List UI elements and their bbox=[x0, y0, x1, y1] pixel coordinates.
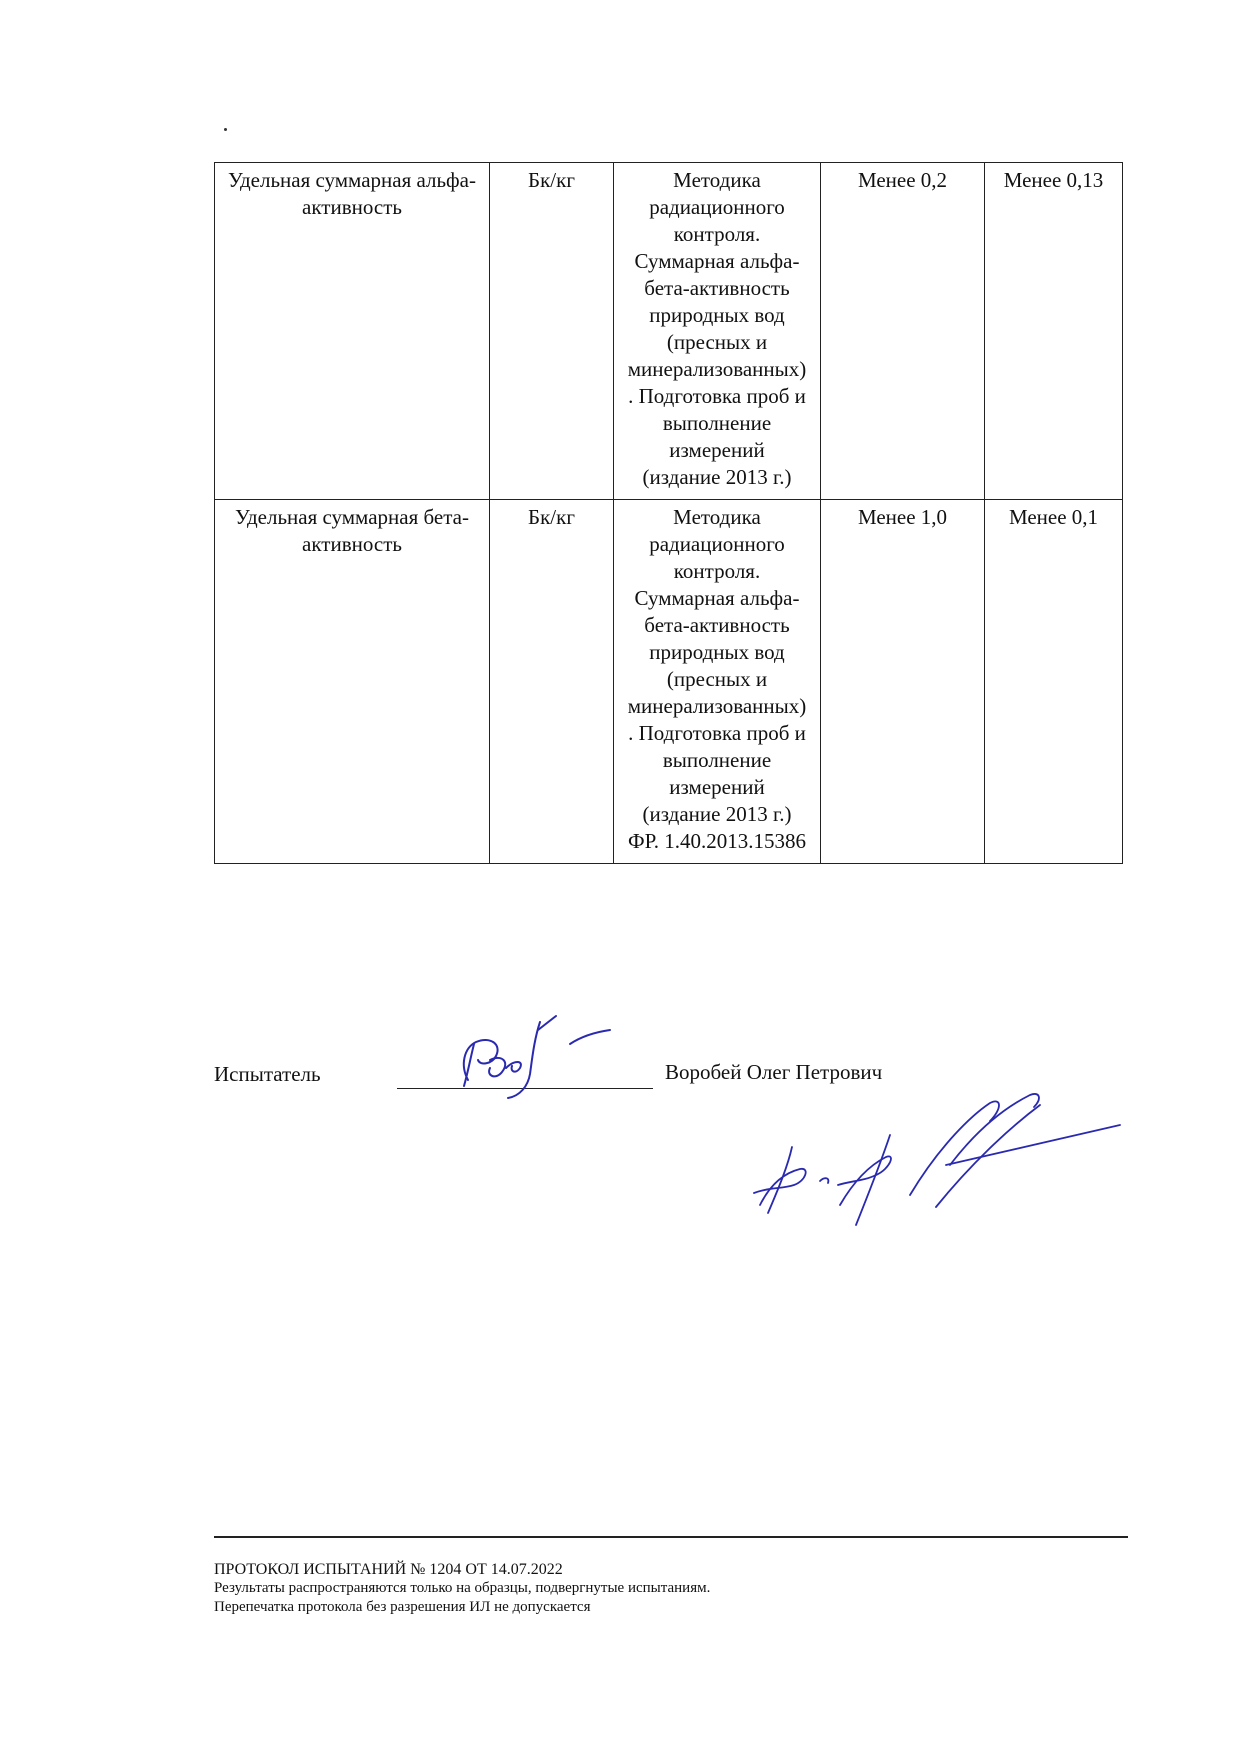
method-line: Методика bbox=[673, 168, 761, 192]
handwritten-signature-tester bbox=[450, 1010, 640, 1110]
scan-speck bbox=[224, 128, 227, 131]
result-cell: Менее 0,2 bbox=[821, 163, 985, 500]
method-line: природных вод bbox=[649, 640, 785, 664]
method-line: контроля. bbox=[673, 222, 761, 246]
handwritten-signature-approver bbox=[740, 1085, 1130, 1235]
method-cell bbox=[614, 500, 821, 864]
footer-divider bbox=[214, 1536, 1128, 1538]
norm-cell: Менее 0,1 bbox=[985, 500, 1123, 864]
footer bbox=[214, 1560, 710, 1617]
method-line: выполнение bbox=[662, 411, 772, 435]
method-line: Суммарная альфа- bbox=[634, 249, 800, 273]
footer-protocol-title: ПРОТОКОЛ ИСПЫТАНИЙ № 1204 ОТ 14.07.2022 bbox=[214, 1561, 563, 1578]
table-row bbox=[215, 163, 1123, 500]
method-line: . Подготовка проб и bbox=[628, 384, 806, 408]
method-line: . Подготовка проб и bbox=[628, 721, 806, 745]
results-table bbox=[214, 162, 1123, 864]
method-line: ФР. 1.40.2013.15386 bbox=[628, 829, 806, 853]
method-cell bbox=[614, 163, 821, 500]
method-line: бета-активность bbox=[644, 276, 790, 300]
method-line: радиационного bbox=[649, 532, 785, 556]
method-line: (пресных и bbox=[666, 667, 768, 691]
unit-cell: Бк/кг bbox=[490, 163, 614, 500]
parameter-cell: Удельная суммарная бета-активность bbox=[215, 500, 490, 864]
method-line: бета-активность bbox=[644, 613, 790, 637]
footer-note: Результаты распространяются только на образцы, подвергнутые испытаниям. bbox=[214, 1580, 711, 1596]
method-line: контроля. bbox=[673, 559, 761, 583]
method-line: природных вод bbox=[649, 303, 785, 327]
method-line: минерализованных) bbox=[627, 694, 807, 718]
method-line: (издание 2013 г.) bbox=[642, 802, 792, 826]
method-line: (издание 2013 г.) bbox=[642, 465, 792, 489]
method-line: Суммарная альфа- bbox=[634, 586, 800, 610]
result-cell: Менее 1,0 bbox=[821, 500, 985, 864]
parameter-cell: Удельная суммарная альфа-активность bbox=[215, 163, 490, 500]
method-line: (пресных и bbox=[666, 330, 768, 354]
method-line: радиационного bbox=[649, 195, 785, 219]
method-line: измерений bbox=[669, 438, 765, 462]
norm-cell: Менее 0,13 bbox=[985, 163, 1123, 500]
unit-cell: Бк/кг bbox=[490, 500, 614, 864]
method-line: измерений bbox=[669, 775, 765, 799]
method-line: Методика bbox=[673, 505, 761, 529]
table-row bbox=[215, 500, 1123, 864]
method-line: выполнение bbox=[662, 748, 772, 772]
tester-label: Испытатель bbox=[214, 1062, 321, 1086]
method-line: минерализованных) bbox=[627, 357, 807, 381]
footer-note: Перепечатка протокола без разрешения ИЛ не допускается bbox=[214, 1599, 591, 1615]
tester-name: Воробей Олег Петрович bbox=[665, 1060, 883, 1084]
